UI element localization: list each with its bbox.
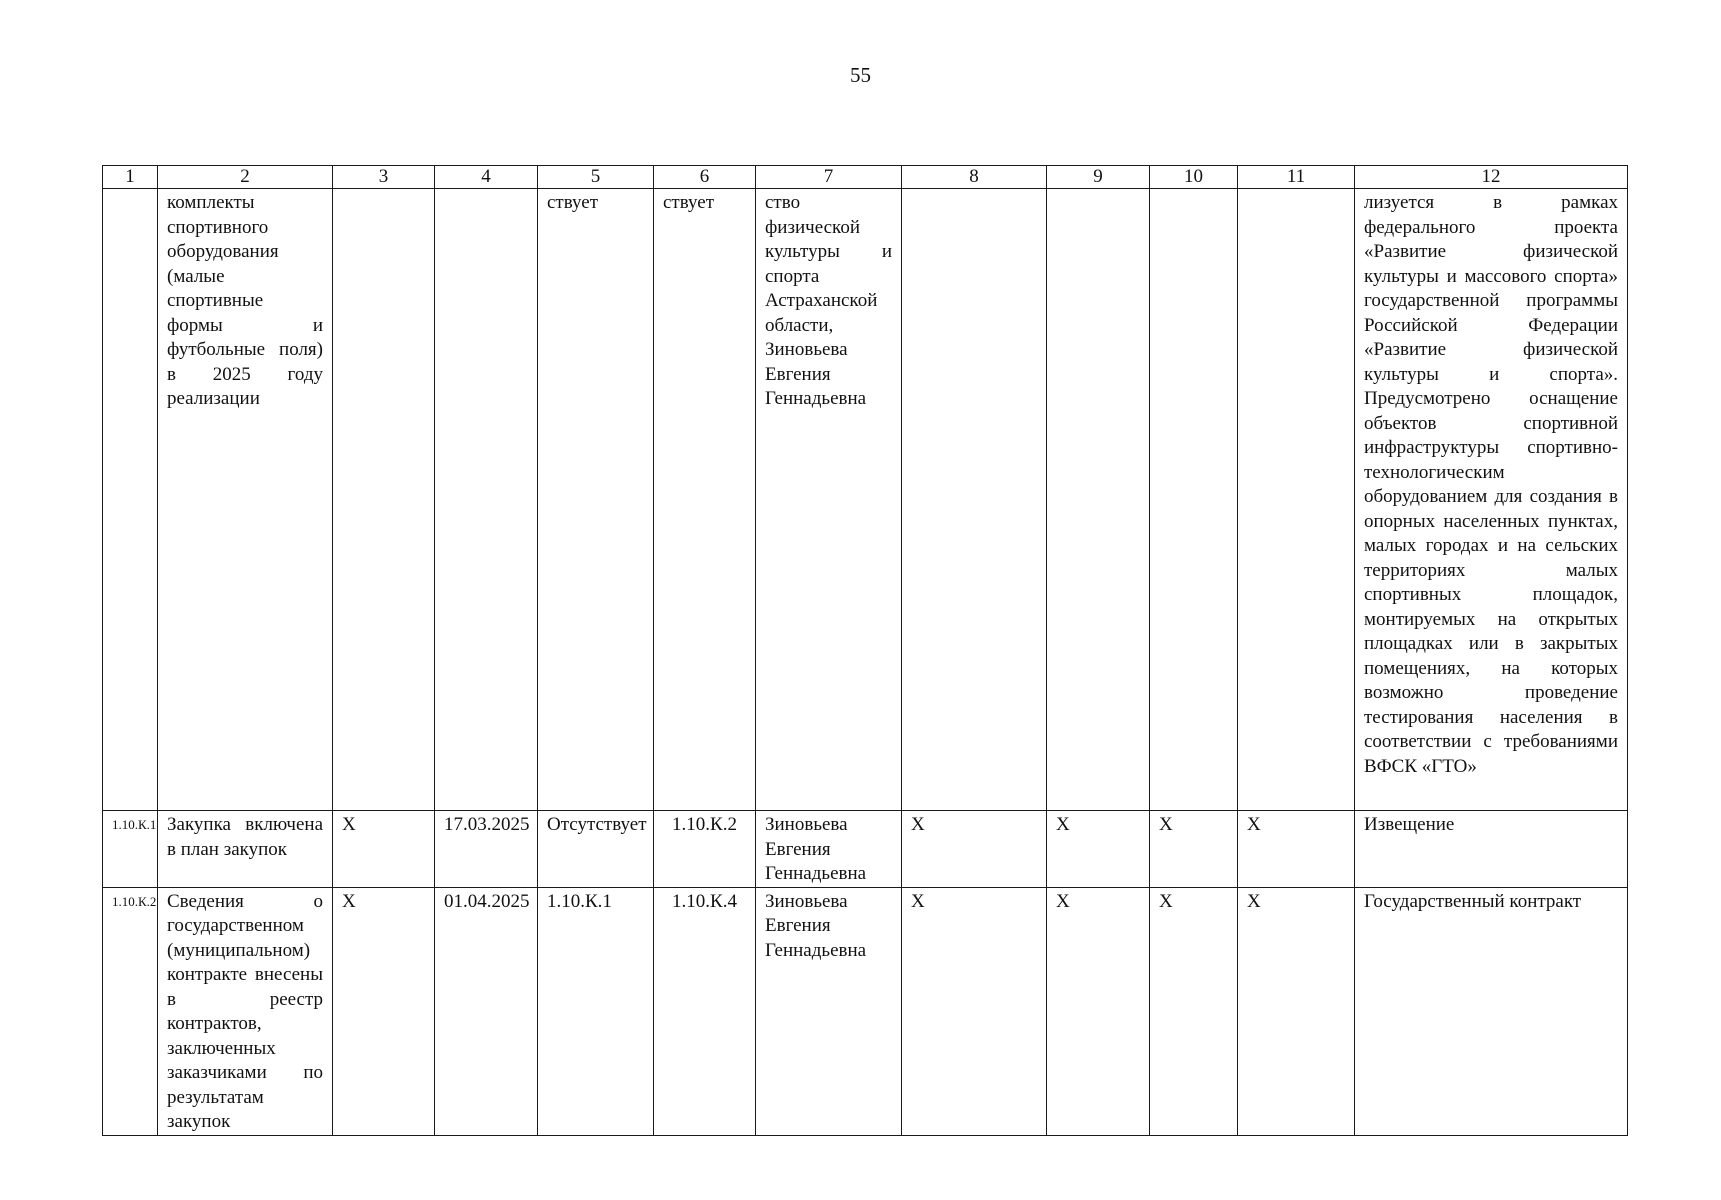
header-col-5: 5	[538, 166, 654, 189]
cell-col-11	[1238, 189, 1355, 811]
header-col-7: 7	[756, 166, 902, 189]
header-col-12: 12	[1355, 166, 1628, 189]
cell-successor: 1.10.К.4	[654, 887, 756, 1135]
cell-responsible: ство физической культуры и спорта Астраханской области, Зиновьева Евгения Геннадьевна	[756, 189, 902, 811]
header-col-1: 1	[103, 166, 158, 189]
cell-code: 1.10.К.2	[103, 887, 158, 1135]
cell-comment: Извещение	[1355, 811, 1628, 888]
cell-col-9	[1047, 189, 1150, 811]
header-col-10: 10	[1150, 166, 1238, 189]
cell-description: Закупка включена в план закупок	[158, 811, 333, 888]
page-number: 55	[850, 63, 871, 87]
cell-col-11: X	[1238, 887, 1355, 1135]
header-col-8: 8	[902, 166, 1047, 189]
cell-col-8: X	[902, 887, 1047, 1135]
cell-col-8: X	[902, 811, 1047, 888]
cell-col-8	[902, 189, 1047, 811]
cell-col-3: X	[333, 811, 435, 888]
table-row	[103, 189, 1628, 811]
cell-col-10: X	[1150, 887, 1238, 1135]
cell-col-10	[1150, 189, 1238, 811]
header-col-11: 11	[1238, 166, 1355, 189]
cell-responsible: Зиновьева Евгения Геннадьевна	[756, 887, 902, 1135]
cell-code	[103, 189, 158, 811]
cell-responsible: Зиновьева Евгения Геннадьевна	[756, 811, 902, 888]
cell-date	[435, 189, 538, 811]
data-table	[102, 165, 1628, 1136]
cell-col-3	[333, 189, 435, 811]
cell-successor: 1.10.К.2	[654, 811, 756, 888]
header-row	[103, 166, 1628, 189]
table-row	[103, 887, 1628, 1135]
cell-comment: лизуется в рамках федерального проекта «Развитие физической культуры и массового спорта» государственной программы Российской Федерации «Развитие физической культуры и спорта». Предусмотрено оснащение объектов спортивной инфраструктуры спортивно-технологическим оборудованием для создания в опорных населенных пунктах, малых городах и на сельских территориях малых спортивных площадок, монтируемых на открытых площадках или в закрытых помещениях, на которых возможно проведение тестирования населения в соответствии с требованиями ВФСК «ГТО»	[1355, 189, 1628, 811]
cell-col-9: X	[1047, 887, 1150, 1135]
cell-col-3: X	[333, 887, 435, 1135]
header-col-4: 4	[435, 166, 538, 189]
cell-predecessor: ствует	[538, 189, 654, 811]
cell-successor: ствует	[654, 189, 756, 811]
cell-col-10: X	[1150, 811, 1238, 888]
cell-col-11: X	[1238, 811, 1355, 888]
header-col-3: 3	[333, 166, 435, 189]
cell-predecessor: Отсутствует	[538, 811, 654, 888]
header-col-9: 9	[1047, 166, 1150, 189]
cell-code: 1.10.К.1	[103, 811, 158, 888]
cell-comment: Государственный контракт	[1355, 887, 1628, 1135]
cell-col-9: X	[1047, 811, 1150, 888]
table-row	[103, 811, 1628, 888]
header-col-6: 6	[654, 166, 756, 189]
cell-date: 01.04.2025	[435, 887, 538, 1135]
cell-description: комплекты спортивного оборудования (малые спортивные формы и футбольные поля) в 2025 году реализации	[158, 189, 333, 811]
header-col-2: 2	[158, 166, 333, 189]
cell-date: 17.03.2025	[435, 811, 538, 888]
cell-description: Сведения о государственном (муниципальном) контракте внесены в реестр контрактов, заключенных заказчиками по результатам закупок	[158, 887, 333, 1135]
cell-predecessor: 1.10.К.1	[538, 887, 654, 1135]
